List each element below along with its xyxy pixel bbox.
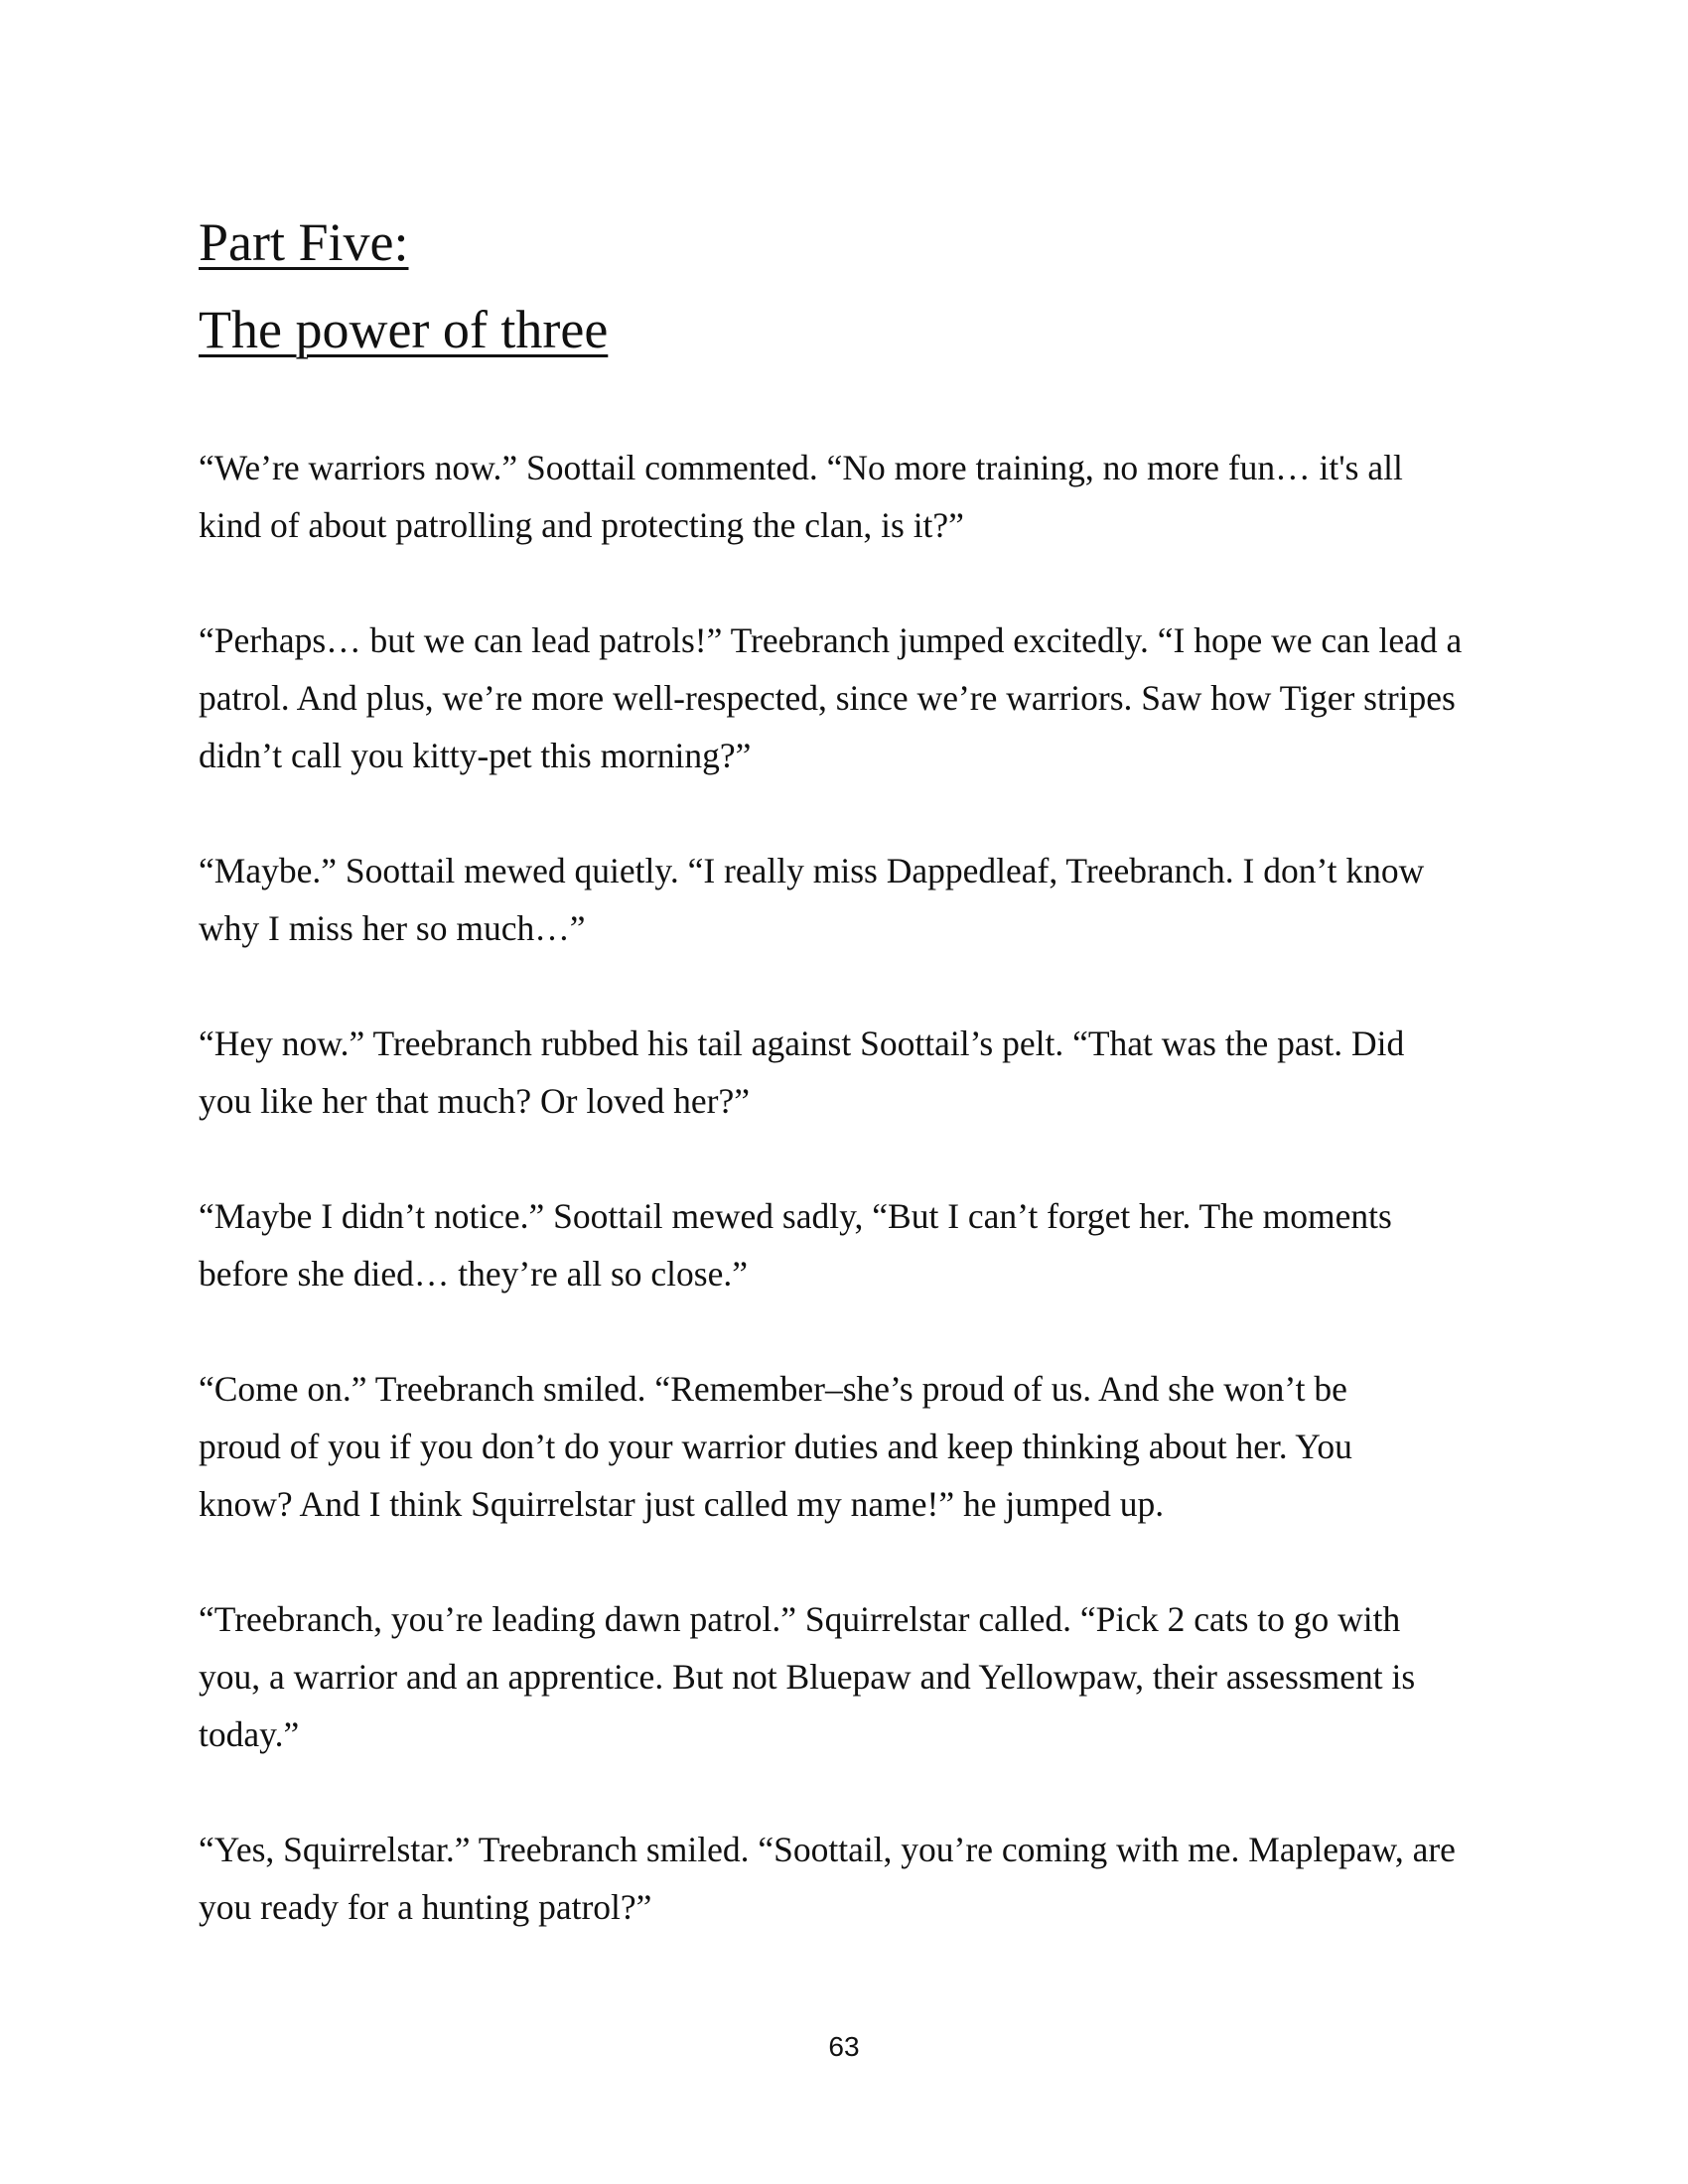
paragraph: “Yes, Squirrelstar.” Treebranch smiled. “Soottail, you’re coming with me. Maplepaw, are you ready for a hunting patrol?” xyxy=(199,1830,1456,1927)
paragraph: “Maybe I didn’t notice.” Soottail mewed sadly, “But I can’t forget her. The moments before she died… they’re all so close.” xyxy=(199,1196,1392,1294)
paragraph: “Treebranch, you’re leading dawn patrol.” Squirrelstar called. “Pick 2 cats to go with you, a warrior and an apprentice. But not Bluepaw and Yellowpaw, their assessment is today.” xyxy=(199,1599,1416,1754)
paragraph: “We’re warriors now.” Soottail commented. “No more training, no more fun… it's all kind of about patrolling and protecting the clan, is it?” xyxy=(199,448,1403,545)
chapter-part-heading: Part Five: xyxy=(199,212,409,272)
paragraph: “Perhaps… but we can lead patrols!” Treebranch jumped excitedly. “I hope we can lead a patrol. And plus, we’re more well-respected, since we’re warriors. Saw how Tiger stripes didn’t call you kitty-pet this morning?” xyxy=(199,620,1463,775)
paragraph: “Hey now.” Treebranch rubbed his tail against Soottail’s pelt. “That was the past. Did you like her that much? Or loved her?” xyxy=(199,1024,1405,1121)
chapter-title-heading: The power of three xyxy=(199,300,609,359)
page-number: 63 xyxy=(828,2031,860,2062)
paragraph: “Maybe.” Soottail mewed quietly. “I really miss Dappedleaf, Treebranch. I don’t know why I miss her so much…” xyxy=(199,851,1425,948)
chapter-body xyxy=(199,439,1499,1993)
paragraph: “Come on.” Treebranch smiled. “Remember–she’s proud of us. And she won’t be proud of you if you don’t do your warrior duties and keep thinking about her. You know? And I think Squirrelstar just called my name!” he jumped up. xyxy=(199,1369,1352,1524)
